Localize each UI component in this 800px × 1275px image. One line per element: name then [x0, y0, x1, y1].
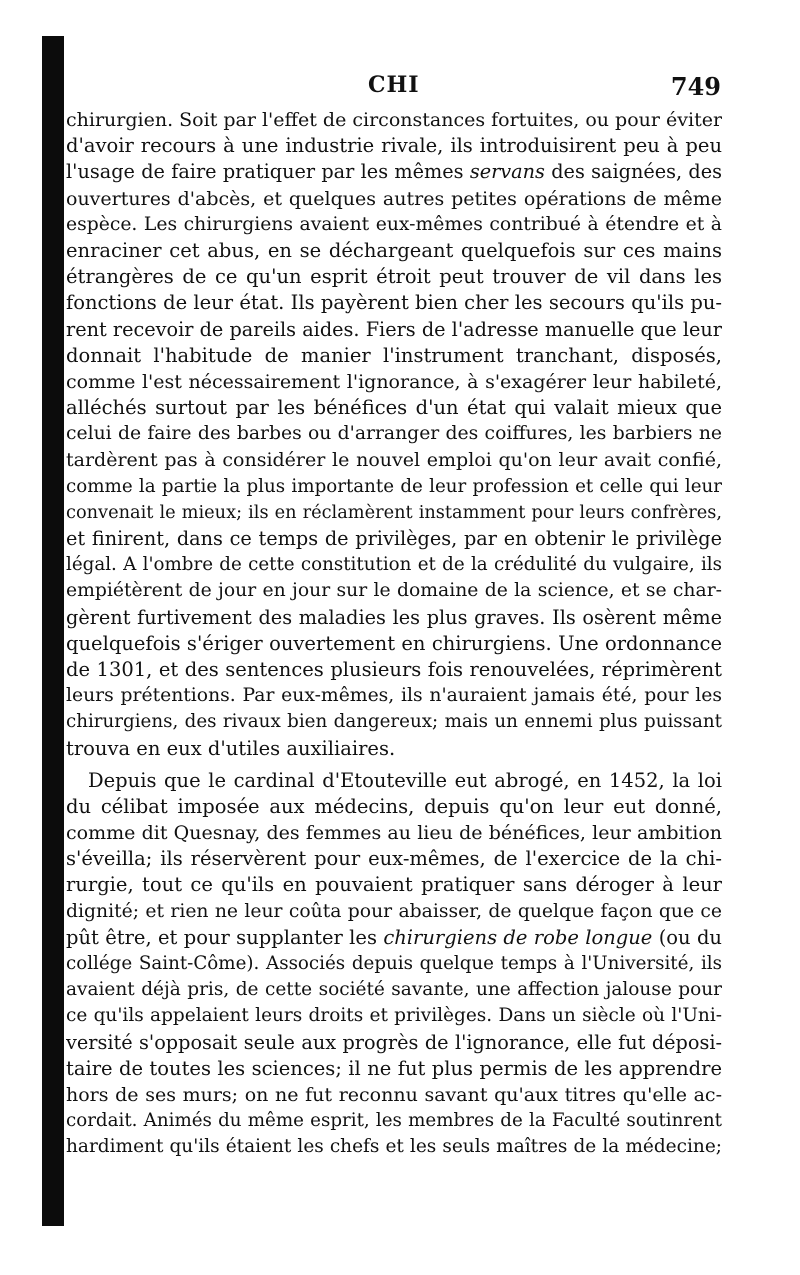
- text-line: quelquefois s'ériger ouvertement en chirurgiens. Une ordonnance: [66, 631, 722, 655]
- text-line: et finirent, dans ce temps de privilèges, par en obtenir le privilège: [66, 527, 722, 550]
- paragraph-1: [66, 107, 722, 762]
- page-number: 749: [670, 72, 721, 101]
- text-line: hardiment qu'ils étaient les chefs et les seuls maîtres de la médecine;: [66, 1136, 722, 1158]
- text-line: chirurgien. Soit par l'effet de circonstances fortuites, ou pour éviter: [66, 109, 722, 131]
- text-line: celui de faire des barbes ou d'arranger des coiffures, les barbiers ne: [66, 423, 722, 445]
- text-line: empiétèrent de jour en jour sur le domaine de la science, et se char-: [66, 580, 722, 602]
- text-line: trouva en eux d'utiles auxiliaires.: [66, 736, 396, 760]
- text-line: légal. A l'ombre de cette constitution et de la crédulité du vulgaire, ils: [66, 554, 722, 576]
- text-line: ce qu'ils appelaient leurs droits et privilèges. Dans un siècle où l'Uni-: [66, 1005, 722, 1027]
- text-line: alléchés surtout par les bénéfices d'un état qui valait mieux que: [66, 396, 722, 420]
- text-line: comme l'est nécessairement l'ignorance, à s'exagérer leur habileté,: [66, 370, 722, 393]
- running-head: CHI: [368, 72, 420, 98]
- text-line: convenait le mieux; ils en réclamèrent instamment pour leurs confrères,: [66, 502, 722, 523]
- text-line: avaient déjà pris, de cette société savante, une affection jalouse pour: [66, 979, 722, 1001]
- text-line: tardèrent pas à considérer le nouvel emploi qu'on leur avait confié,: [66, 449, 722, 472]
- text-line: versité s'opposait seule aux progrès de l'ignorance, elle fut déposi-: [66, 1030, 722, 1054]
- text-line: rent recevoir de pareils aides. Fiers de l'adresse manuelle que leur: [66, 317, 722, 341]
- text-line: rurgie, tout ce qu'ils en pouvaient pratiquer sans déroger à leur: [66, 873, 722, 897]
- text-line: ouvertures d'abcès, et quelques autres petites opérations de même: [66, 187, 722, 210]
- text-line: l'usage de faire pratiquer par les mêmes servans des saignées, des: [66, 160, 722, 184]
- text-line: cordait. Animés du même esprit, les membres de la Faculté soutinrent: [66, 1110, 722, 1132]
- text-line: donnait l'habitude de manier l'instrument tranchant, disposés,: [66, 343, 722, 367]
- paragraph-2: [66, 768, 722, 1161]
- page-header: [66, 72, 721, 106]
- text-line: hors de ses murs; on ne fut reconnu savant qu'aux titres qu'elle ac-: [66, 1083, 722, 1106]
- text-line: comme la partie la plus importante de leur profession et celle qui leur: [66, 475, 722, 497]
- text-line: dignité; et rien ne leur coûta pour abaisser, de quelque façon que ce: [66, 900, 722, 922]
- italic-phrase: chirurgiens de robe longue: [383, 925, 653, 949]
- body-text: [66, 107, 722, 1161]
- binding-shadow: [42, 36, 64, 1226]
- text-line: du célibat imposée aux médecins, depuis qu'on leur eut donné,: [66, 794, 722, 818]
- text-line: de 1301, et des sentences plusieurs fois renouvelées, réprimèrent: [66, 657, 722, 681]
- text-line: Depuis que le cardinal d'Etouteville eut abrogé, en 1452, la loi: [88, 768, 722, 792]
- text-line: gèrent furtivement des maladies les plus graves. Ils osèrent même: [66, 605, 722, 629]
- text-line: comme dit Quesnay, des femmes au lieu de bénéfices, leur ambition: [66, 822, 722, 845]
- text-line: chirurgiens, des rivaux bien dangereux; mais un ennemi plus puissant: [66, 711, 722, 733]
- text-line: pût être, et pour supplanter les chirurgiens de robe longue (ou du: [66, 925, 722, 949]
- text-line: s'éveilla; ils réservèrent pour eux-mêmes, de l'exercice de la chi-: [66, 847, 722, 871]
- text-line: étrangères de ce qu'un esprit étroit peut trouver de vil dans les: [66, 265, 722, 289]
- italic-phrase: servans: [469, 160, 545, 184]
- text-line: taire de toutes les sciences; il ne fut plus permis de les apprendre: [66, 1056, 722, 1080]
- text-line: d'avoir recours à une industrie rivale, ils introduisirent peu à peu: [66, 134, 722, 158]
- text-line: enraciner cet abus, en se déchargeant quelquefois sur ces mains: [66, 238, 722, 262]
- text-line: fonctions de leur état. Ils payèrent bien cher les secours qu'ils pu-: [66, 291, 722, 315]
- text-line: leurs prétentions. Par eux-mêmes, ils n'auraient jamais été, pour les: [66, 685, 722, 707]
- text-line: collége Saint-Côme). Associés depuis quelque temps à l'Université, ils: [66, 953, 722, 974]
- text-line: espèce. Les chirurgiens avaient eux-mêmes contribué à étendre et à: [66, 213, 722, 235]
